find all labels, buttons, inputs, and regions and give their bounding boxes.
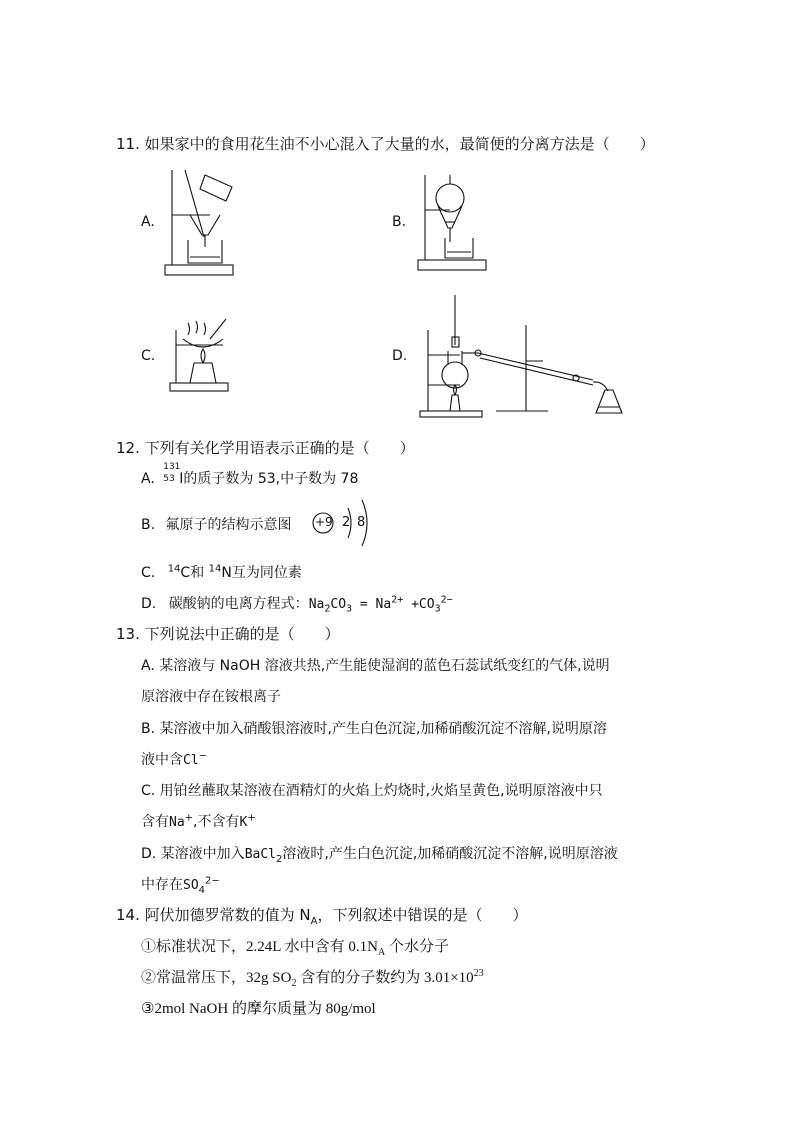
element-symbol: I <box>179 471 184 487</box>
separatory-funnel-apparatus-icon <box>415 170 495 275</box>
q12-stem: 12. 下列有关化学用语表示正确的是（ ） <box>116 439 415 457</box>
q12-option-d-label: D. <box>141 596 157 612</box>
distillation-apparatus-icon <box>418 295 623 420</box>
q12-option-b-text: 氟原子的结构示意图 <box>165 517 292 533</box>
q11-option-d-label[interactable]: D. <box>392 348 408 364</box>
q12-option-b[interactable] <box>141 514 292 534</box>
shell-1-electrons: 2 <box>342 515 351 530</box>
evaporation-apparatus-icon <box>168 315 233 395</box>
q13-option-b-line1[interactable]: B. 某溶液中加入硝酸银溶液时,产生白色沉淀,加稀硝酸沉淀不溶解,说明原溶 <box>141 721 607 737</box>
nucleus-charge: +9 <box>315 515 333 529</box>
c-mass: 14 <box>167 563 181 575</box>
q12-option-d-text: 碳酸钠的电离方程式： <box>168 596 309 612</box>
q12-option-c[interactable] <box>141 562 302 582</box>
carbon-symbol: C <box>180 565 191 581</box>
q11-option-b-label[interactable]: B. <box>392 214 407 230</box>
q14-item-1[interactable]: ①标准状况下，2.24L 水中含有 $0.1N_A$ 个水分子 <box>141 939 449 958</box>
q12-option-c-label: C. <box>141 565 156 581</box>
q14-item-3[interactable]: ③2mol NaOH 的摩尔质量为 80g/mol <box>141 1001 376 1017</box>
filtration-apparatus-icon <box>160 165 240 280</box>
n-mass: 14 <box>208 563 222 575</box>
q13-option-c-line2: 含有Na+,不含有K+ <box>141 812 256 830</box>
q12-option-a[interactable] <box>141 462 359 488</box>
q13-option-c-line1[interactable]: C. 用铂丝蘸取某溶液在酒精灯的火焰上灼烧时,火焰呈黄色,说明原溶液中只 <box>141 783 603 799</box>
q12-option-b-label: B. <box>141 517 156 533</box>
nitrogen-symbol: N <box>221 565 232 581</box>
q12-option-c-text: 互为同位素 <box>231 565 302 581</box>
q14-item-2[interactable]: ②常温常压下，32g $SO_2$ 含有的分子数约为 $3.01\times 10^{23}$ <box>141 968 484 989</box>
q13-stem: 13. 下列说法中正确的是（ ） <box>116 625 340 643</box>
q13-option-a-line2: 原溶液中存在铵根离子 <box>141 689 281 705</box>
q12-option-a-label: A. <box>141 471 155 487</box>
q12-option-a-text: 的质子数为 53,中子数为 78 <box>183 471 359 487</box>
shell-2-electrons: 8 <box>357 515 366 530</box>
iodine-nuclide <box>159 462 181 484</box>
q12-option-d[interactable] <box>141 593 453 613</box>
mass-number: 131 <box>163 462 181 472</box>
q11-option-a-label[interactable]: A. <box>141 214 155 230</box>
q13-option-d-line1[interactable]: D. 某溶液中加入BaCl$_2$溶液时,产生白色沉淀,加稀硝酸沉淀不溶解,说明原溶液 <box>141 846 618 865</box>
ionization-equation: $Na_2CO_3 = Na^{2+} +CO_3^{2-}$ <box>308 594 453 615</box>
q11-option-c-label[interactable]: C. <box>141 348 156 364</box>
q14-stem: 14. 阿伏加德罗常数的值为 $N_A$，下列叙述中错误的是（ ） <box>116 906 528 927</box>
and-word: 和 <box>190 565 205 581</box>
q11-stem: 11. 如果家中的食用花生油不小心混入了大量的水，最简便的分离方法是（ ） <box>116 135 655 153</box>
q13-option-b-line2: 液中含Cl− <box>141 750 208 768</box>
q13-option-a-line1[interactable]: A. 某溶液与 NaOH 溶液共热,产生能使湿润的蓝色石蕊试纸变红的气体,说明 <box>141 658 610 674</box>
atomic-number: 53 <box>163 474 175 484</box>
q13-option-d-line2: 中存在$SO_4^{2-}$ <box>141 875 220 896</box>
